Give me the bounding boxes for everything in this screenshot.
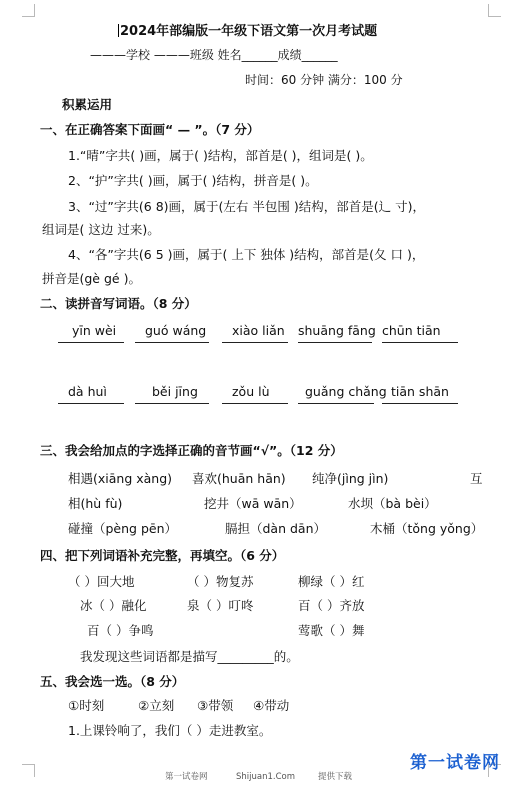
answer-line-1-5 [382,342,458,343]
answer-line-1-1 [58,342,124,343]
pinyin-1-4: shuāng fāng [298,323,376,338]
pinyin-2-5: tiān shān [391,384,449,399]
s3-item-4: 互 [470,471,483,486]
s1-question-4: 4、“各”字共(6 5 )画，属于( 上下 独体 )结构，部首是(夂 口 )， [68,247,425,262]
answer-line-1-4 [298,342,372,343]
footer-left-text: 第一试卷网 [165,772,208,782]
section-5-heading: 五、我会选一选。（8 分） [40,674,185,689]
time-score-line: 时间：60 分钟 满分：100 分 [245,73,403,87]
answer-line-1-3 [222,342,288,343]
s3-item-5: 相(hù fù) [68,496,123,511]
s5-option-2: ②立刻 [138,698,175,713]
s4-phrase-7: 百（ ）争鸣 [87,623,154,638]
s4-phrase-8: 莺歌（ ）舞 [298,623,365,638]
student-info-line: ———学校 ———班级 姓名______成绩______ [90,48,338,62]
pinyin-2-3: zǒu lù [232,384,270,399]
s1-question-1: 1.“晴”字共( )画，属于( )结构，部首是( )，组词是( )。 [68,148,373,163]
s4-phrase-1: （ ）回大地 [68,574,135,589]
answer-line-2-1 [58,403,124,404]
s5-option-1: ①时刻 [68,698,105,713]
s4-conclusion: 我发现这些词语都是描写_________的。 [80,649,299,664]
s4-phrase-2: （ ）物复苏 [187,574,254,589]
s3-item-8: 碰撞（pèng pēn） [68,521,178,536]
corner-mark-top-right [488,4,501,17]
s1-question-2: 2、“护”字共( )画，属于( )结构，拼音是( )。 [68,173,318,188]
answer-line-1-2 [135,342,209,343]
exam-title-text: 2024年部编版一年级下语文第一次月考试题 [120,24,378,39]
answer-line-2-5 [382,403,458,404]
s3-item-10: 木桶（tǒng yǒng） [370,521,484,536]
pinyin-1-5: chūn tiān [382,323,441,338]
corner-mark-top-left [22,4,35,17]
answer-line-2-4 [298,403,374,404]
s3-item-2: 喜欢(huān hān) [192,471,286,486]
s4-phrase-6: 百（ ）齐放 [298,598,365,613]
s4-phrase-3: 柳绿（ ）红 [298,574,365,589]
s5-question-1: 1.上课铃响了，我们（ ）走进教室。 [68,723,272,738]
section-1-heading: 一、在正确答案下面画“ — ”。（7 分） [40,122,260,137]
s1-question-4-cont: 拼音是(gè gé )。 [42,271,141,286]
pinyin-2-4: guǎng chǎng [305,384,387,399]
section-3-heading: 三、我会给加点的字选择正确的音节画“√”。（12 分） [40,443,343,458]
pinyin-1-3: xiào liǎn [232,323,285,338]
group-heading: 积累运用 [62,97,113,112]
s3-item-6: 挖井（wā wān） [204,496,302,511]
s3-item-7: 水坝（bà bèi） [348,496,437,511]
s4-phrase-5: 泉（ ）叮咚 [187,598,254,613]
footer-center-text: Shijuan1.Com [236,772,296,782]
s3-item-9: 膈担（dàn dān） [225,521,327,536]
answer-line-2-2 [135,403,209,404]
s1-question-3: 3、“过”字共(6 8)画，属于(左右 半包围 )结构，部首是(辶 寸)， [68,199,425,214]
pinyin-1-2: guó wáng [145,323,207,338]
s5-option-3: ③带领 [197,698,234,713]
pinyin-2-2: běi jīng [152,384,198,399]
answer-line-2-3 [222,403,288,404]
section-2-heading: 二、读拼音写词语。（8 分） [40,296,197,311]
pinyin-1-1: yīn wèi [72,323,117,338]
exam-title [118,24,377,38]
corner-mark-bottom-left [22,764,35,777]
s1-question-3-cont: 组词是( 这边 过来)。 [42,222,160,237]
section-4-heading: 四、把下列词语补充完整，再填空。（6 分） [40,548,285,563]
footer-right-text: 提供下载 [318,772,353,782]
s3-item-1: 相遇(xiāng xàng) [68,471,173,486]
brand-watermark: 第一试卷网 [410,753,500,773]
s3-item-3: 纯净(jìng jìn) [312,471,389,486]
s4-phrase-4: 冰（ ）融化 [80,598,147,613]
text-cursor [118,24,119,37]
s5-option-4: ④带动 [253,698,290,713]
pinyin-2-1: dà huì [68,384,107,399]
